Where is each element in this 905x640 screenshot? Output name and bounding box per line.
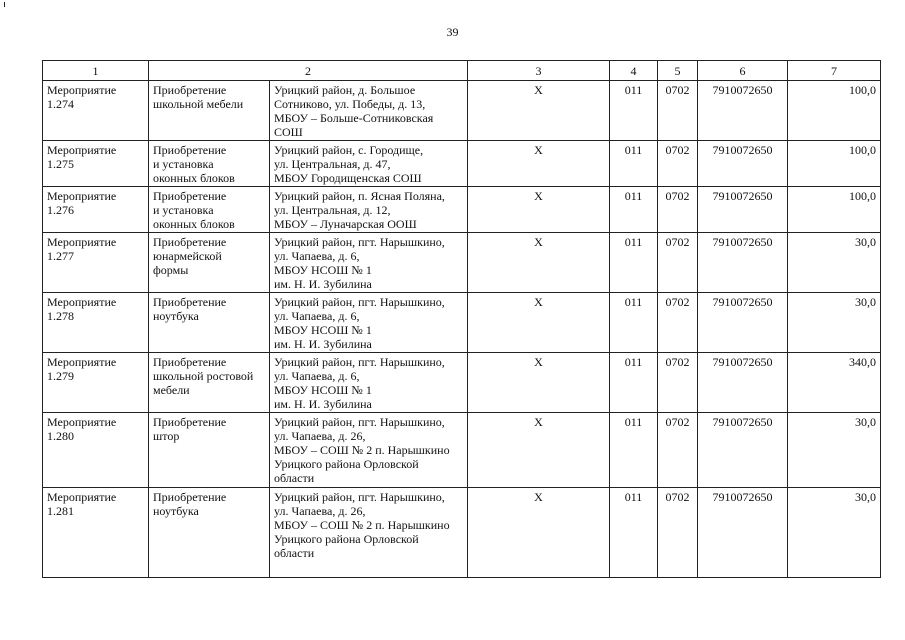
measure-cell: Мероприятие 1.278: [43, 293, 149, 353]
budget-measures-table: [42, 60, 881, 578]
header-col-4: 4: [610, 61, 658, 81]
measure-cell: Мероприятие 1.279: [43, 353, 149, 413]
amount-cell: 100,0: [788, 187, 881, 233]
table-row: [43, 81, 881, 141]
col3-cell: X: [468, 141, 610, 187]
description-cell: Приобретение и установка оконных блоков: [149, 187, 270, 233]
target-article-cell: 7910072650: [698, 293, 788, 353]
target-article-cell: 7910072650: [698, 233, 788, 293]
table-row: [43, 293, 881, 353]
section-code-cell: 0702: [658, 187, 698, 233]
location-cell: Урицкий район, пгт. Нарышкино, ул. Чапаева, д. 6, МБОУ НСОШ № 1 им. Н. И. Зубилина: [270, 233, 468, 293]
description-cell: Приобретение и установка оконных блоков: [149, 141, 270, 187]
table-row: [43, 488, 881, 578]
col3-cell: X: [468, 353, 610, 413]
code-cell: 011: [610, 293, 658, 353]
table-row: [43, 233, 881, 293]
header-col-6: 6: [698, 61, 788, 81]
col3-cell: X: [468, 233, 610, 293]
section-code-cell: 0702: [658, 353, 698, 413]
section-code-cell: 0702: [658, 81, 698, 141]
amount-cell: 30,0: [788, 488, 881, 578]
location-cell: Урицкий район, пгт. Нарышкино, ул. Чапаева, д. 6, МБОУ НСОШ № 1 им. Н. И. Зубилина: [270, 293, 468, 353]
measure-cell: Мероприятие 1.276: [43, 187, 149, 233]
location-cell: Урицкий район, п. Ясная Поляна, ул. Центральная, д. 12, МБОУ – Луначарская ООШ: [270, 187, 468, 233]
header-col-5: 5: [658, 61, 698, 81]
col3-cell: X: [468, 187, 610, 233]
page-number: 39: [446, 25, 459, 39]
location-cell: Урицкий район, д. Большое Сотниково, ул. Победы, д. 13, МБОУ – Больше-Сотниковская СОШ: [270, 81, 468, 141]
amount-cell: 30,0: [788, 233, 881, 293]
amount-cell: 30,0: [788, 293, 881, 353]
target-article-cell: 7910072650: [698, 488, 788, 578]
description-cell: Приобретение школьной ростовой мебели: [149, 353, 270, 413]
description-cell: Приобретение школьной мебели: [149, 81, 270, 141]
col3-cell: X: [468, 413, 610, 488]
header-col-3: 3: [468, 61, 610, 81]
target-article-cell: 7910072650: [698, 353, 788, 413]
location-cell: Урицкий район, пгт. Нарышкино, ул. Чапаева, д. 6, МБОУ НСОШ № 1 им. Н. И. Зубилина: [270, 353, 468, 413]
section-code-cell: 0702: [658, 233, 698, 293]
amount-cell: 100,0: [788, 141, 881, 187]
table-row: [43, 353, 881, 413]
measure-cell: Мероприятие 1.274: [43, 81, 149, 141]
description-cell: Приобретение юнармейской формы: [149, 233, 270, 293]
target-article-cell: 7910072650: [698, 187, 788, 233]
header-col-7: 7: [788, 61, 881, 81]
description-cell: Приобретение штор: [149, 413, 270, 488]
measure-cell: Мероприятие 1.275: [43, 141, 149, 187]
header-col-1: 1: [43, 61, 149, 81]
measure-cell: Мероприятие 1.280: [43, 413, 149, 488]
table-header-row: [43, 61, 881, 81]
code-cell: 011: [610, 488, 658, 578]
code-cell: 011: [610, 413, 658, 488]
code-cell: 011: [610, 353, 658, 413]
section-code-cell: 0702: [658, 488, 698, 578]
code-cell: 011: [610, 81, 658, 141]
target-article-cell: 7910072650: [698, 413, 788, 488]
table-row: [43, 187, 881, 233]
description-cell: Приобретение ноутбука: [149, 488, 270, 578]
measure-cell: Мероприятие 1.277: [43, 233, 149, 293]
col3-cell: X: [468, 81, 610, 141]
col3-cell: X: [468, 293, 610, 353]
section-code-cell: 0702: [658, 413, 698, 488]
scan-corner-mark: [4, 2, 5, 7]
location-cell: Урицкий район, с. Городище, ул. Центральная, д. 47, МБОУ Городищенская СОШ: [270, 141, 468, 187]
target-article-cell: 7910072650: [698, 141, 788, 187]
description-cell: Приобретение ноутбука: [149, 293, 270, 353]
table-row: [43, 141, 881, 187]
target-article-cell: 7910072650: [698, 81, 788, 141]
section-code-cell: 0702: [658, 141, 698, 187]
code-cell: 011: [610, 233, 658, 293]
location-cell: Урицкий район, пгт. Нарышкино, ул. Чапаева, д. 26, МБОУ – СОШ № 2 п. Нарышкино Урицкого района Орловской области: [270, 488, 468, 578]
code-cell: 011: [610, 141, 658, 187]
col3-cell: X: [468, 488, 610, 578]
measure-cell: Мероприятие 1.281: [43, 488, 149, 578]
amount-cell: 30,0: [788, 413, 881, 488]
amount-cell: 340,0: [788, 353, 881, 413]
amount-cell: 100,0: [788, 81, 881, 141]
table-body: [43, 81, 881, 578]
table-row: [43, 413, 881, 488]
section-code-cell: 0702: [658, 293, 698, 353]
header-col-2: 2: [149, 61, 468, 81]
location-cell: Урицкий район, пгт. Нарышкино, ул. Чапаева, д. 26, МБОУ – СОШ № 2 п. Нарышкино Урицкого района Орловской области: [270, 413, 468, 488]
code-cell: 011: [610, 187, 658, 233]
